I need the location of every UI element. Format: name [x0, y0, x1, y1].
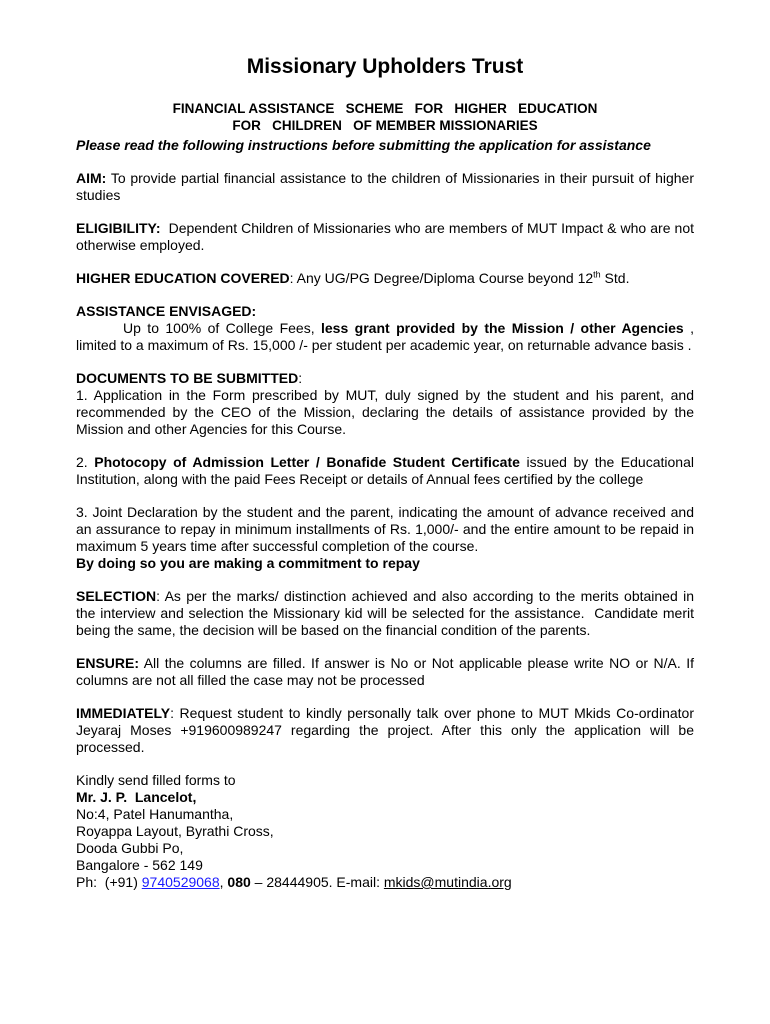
higher-education-text: : Any UG/PG Degree/Diploma Course beyond 12 — [289, 270, 594, 286]
address-line4: Bangalore - 562 149 — [76, 857, 203, 873]
documents-item1: 1. Application in the Form prescribed by MUT, duly signed by the student and his parent, and recommended by the CEO of the Mission, declaring the details of assistance provided by the Mission and other Agencies for this Course. — [76, 387, 694, 437]
selection-label: SELECTION — [76, 588, 157, 604]
assistance-text2: , limited to a maximum of Rs. 15,000 /- per student per academic year, on returnable advance basis . — [76, 320, 695, 353]
phone-link[interactable]: 9740529068 — [141, 874, 220, 890]
assistance-text1: Up to 100% of College Fees, — [123, 320, 321, 336]
aim-label: AIM: — [76, 170, 107, 186]
selection-text: : As per the marks/ distinction achieved and also according to the merits obtained in the interview and selection the Missionary kid will be selected for the assistance. Candidate merit being the same, the decision will be based on the financial condition of the parents. — [76, 588, 698, 638]
address-line1: No:4, Patel Hanumantha, — [76, 806, 234, 822]
phone-prefix: Ph: (+91) — [76, 874, 142, 890]
assistance-section — [76, 303, 694, 354]
phone-rest: – 28444905. E-mail: — [250, 874, 384, 890]
address-block — [76, 772, 694, 891]
address-line2: Royappa Layout, Byrathi Cross, — [76, 823, 274, 839]
higher-education-label: HIGHER EDUCATION COVERED — [76, 270, 290, 286]
documents-item2-bold: Photocopy of Admission Letter / Bonafide Student Certificate — [94, 454, 520, 470]
aim-section — [76, 170, 694, 204]
phone-code: 080 — [227, 874, 251, 890]
documents-colon: : — [298, 370, 303, 386]
documents-item3-commitment: By doing so you are making a commitment to repay — [76, 555, 420, 571]
aim-text: To provide partial financial assistance to the children of Missionaries in their pursuit of higher studies — [76, 170, 694, 203]
immediately-section — [76, 705, 694, 756]
phone-comma: , — [219, 874, 228, 890]
ensure-label: ENSURE: — [76, 655, 140, 671]
ensure-text: All the columns are filled. If answer is No or Not applicable please write NO or N/A. If columns are not all filled the case may not be processed — [76, 655, 694, 688]
higher-education-section — [76, 270, 694, 287]
eligibility-section — [76, 220, 698, 254]
doc-title: Missionary Upholders Trust — [246, 55, 524, 78]
assistance-label: ASSISTANCE ENVISAGED: — [76, 303, 257, 319]
address-name: Mr. J. P. Lancelot, — [76, 789, 197, 805]
address-phone-line — [76, 874, 694, 891]
documents-section — [76, 370, 694, 572]
higher-education-sup: th — [593, 269, 601, 280]
instructions-heading: Please read the following instructions before submitting the application for assistance — [76, 137, 651, 153]
doc-subtitle-line1: FINANCIAL ASSISTANCE SCHEME FOR HIGHER EDUCATION — [172, 101, 598, 116]
documents-item2-num: 2. — [76, 454, 95, 470]
documents-label: DOCUMENTS TO BE SUBMITTED — [76, 370, 299, 386]
documents-item2 — [76, 454, 694, 488]
doc-subtitle-line2: FOR CHILDREN OF MEMBER MISSIONARIES — [232, 118, 538, 133]
documents-item3: 3. Joint Declaration by the student and the parent, indicating the amount of advance received and an assurance to repay in minimum installments of Rs. 1,000/- and the entire amount to be repaid in maximum 5 years time after successful completion of the course. — [76, 504, 694, 554]
selection-section — [76, 588, 698, 639]
eligibility-label: ELIGIBILITY: — [76, 220, 161, 236]
ensure-section — [76, 655, 694, 689]
eligibility-text: Dependent Children of Missionaries who are members of MUT Impact & who are not otherwise employed. — [76, 220, 698, 253]
email-link[interactable]: mkids@mutindia.org — [383, 874, 512, 890]
assistance-bold: less grant provided by the Mission / other Agencies — [321, 320, 684, 336]
higher-education-text-end: Std. — [600, 270, 630, 286]
address-intro: Kindly send filled forms to — [76, 772, 236, 788]
immediately-text: : Request student to kindly personally talk over phone to MUT Mkids Co-ordinator Jeyaraj Moses +919600989247 regarding the project. After this only the application will be processed. — [76, 705, 694, 755]
address-line3: Dooda Gubbi Po, — [76, 840, 184, 856]
immediately-label: IMMEDIATELY — [76, 705, 171, 721]
documents-item2-text: issued by the Educational Institution, along with the paid Fees Receipt or details of Annual fees certified by the college — [76, 454, 694, 487]
